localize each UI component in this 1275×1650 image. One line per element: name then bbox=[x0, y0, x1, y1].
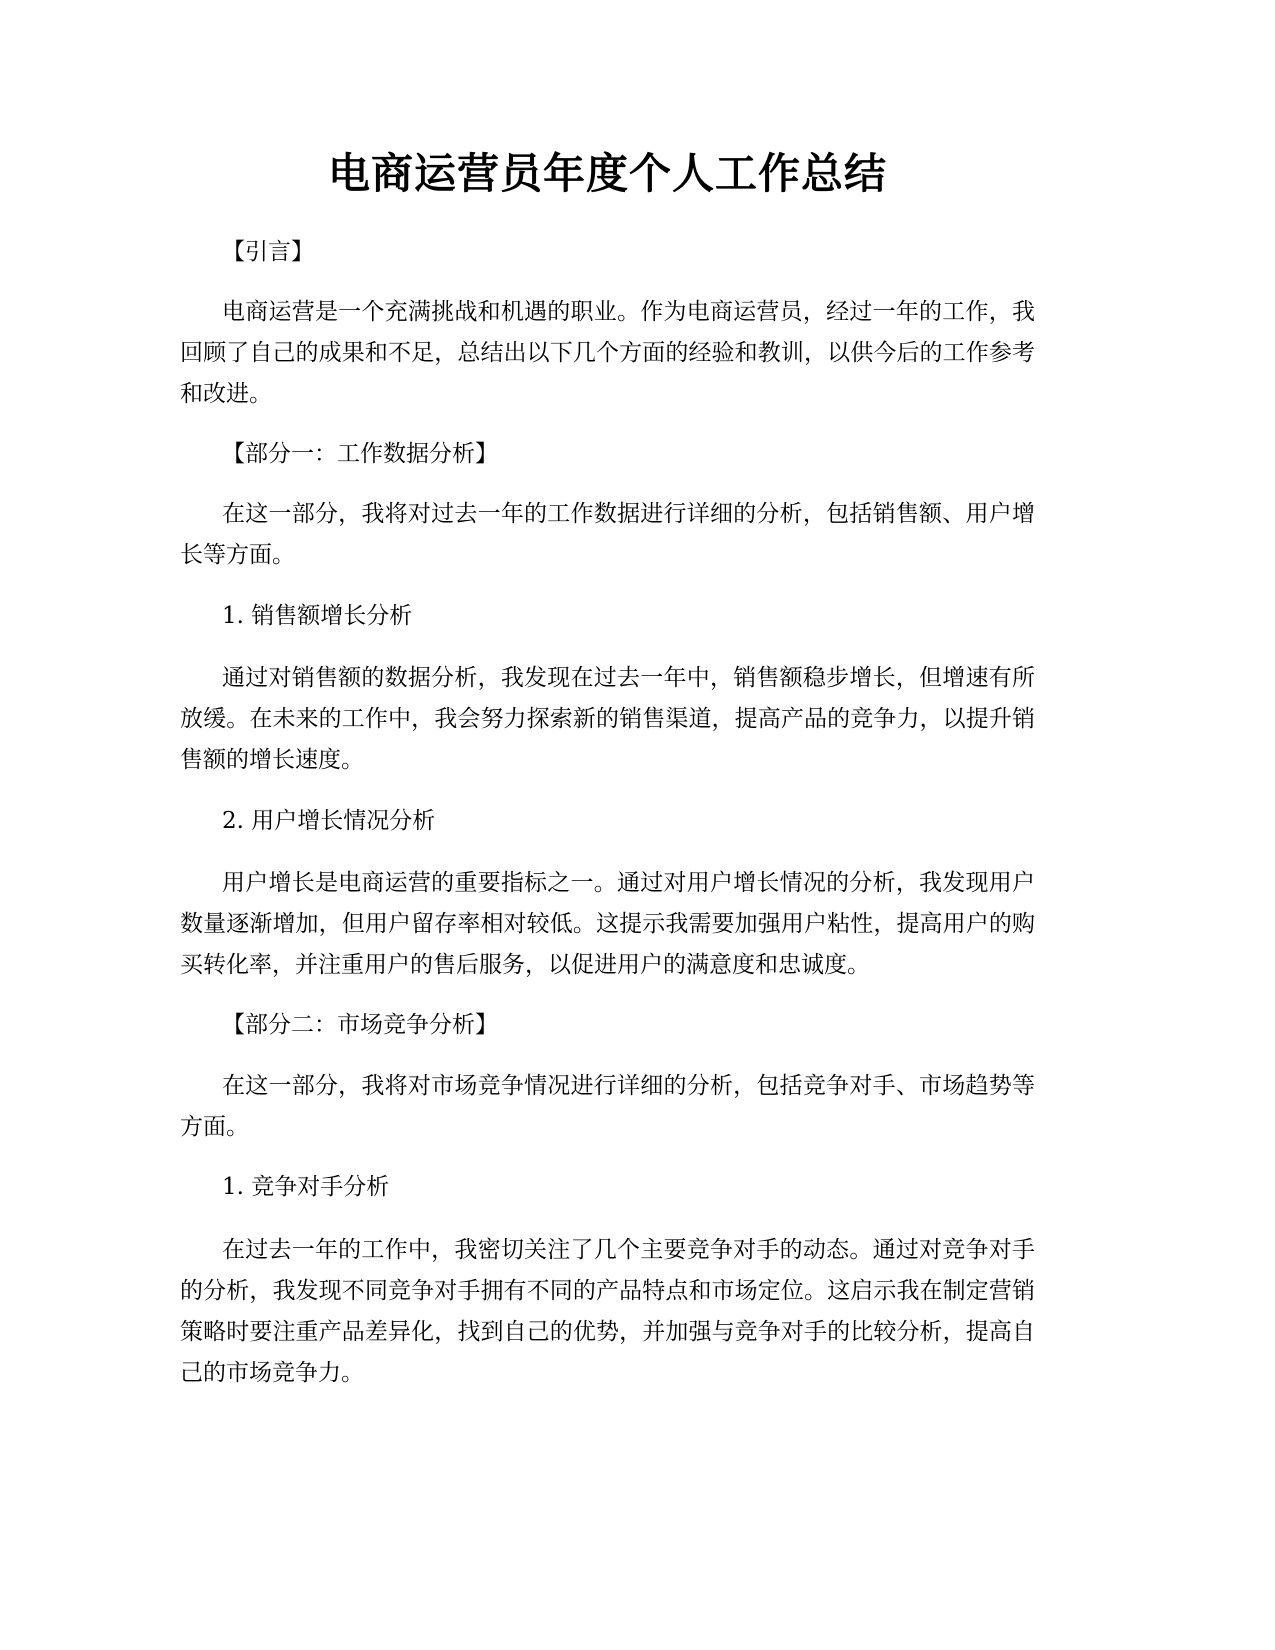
section-heading-part-one: 【部分一：工作数据分析】 bbox=[222, 441, 498, 467]
paragraph-part-two-overview: 在这一部分，我将对市场竞争情况进行详细的分析，包括竞争对手、市场趋势等方面。 bbox=[180, 1073, 1035, 1140]
paragraph-sales-growth: 通过对销售额的数据分析，我发现在过去一年中，销售额稳步增长，但增速有所放缓。在未来的工作中，我会努力探索新的销售渠道，提高产品的竞争力，以提升销售额的增长速度。 bbox=[180, 665, 1035, 773]
paragraph-competitor-analysis: 在过去一年的工作中，我密切关注了几个主要竞争对手的动态。通过对竞争对手的分析，我发现不同竞争对手拥有不同的产品特点和市场定位。这启示我在制定营销策略时要注重产品差异化，找到自己的优势，并加强与竞争对手的比较分析，提高自己的市场竞争力。 bbox=[180, 1237, 1035, 1386]
document-title: 电商运营员年度个人工作总结 bbox=[327, 149, 887, 198]
paragraph-intro: 电商运营是一个充满挑战和机遇的职业。作为电商运营员，经过一年的工作，我回顾了自己的成果和不足，总结出以下几个方面的经验和教训，以供今后的工作参考和改进。 bbox=[180, 299, 1035, 407]
subheading-user-growth: 2. 用户增长情况分析 bbox=[222, 808, 436, 834]
section-heading-part-two: 【部分二：市场竞争分析】 bbox=[222, 1012, 498, 1038]
subheading-competitor-analysis: 1. 竞争对手分析 bbox=[222, 1174, 390, 1200]
subheading-sales-growth: 1. 销售额增长分析 bbox=[222, 603, 413, 629]
section-heading-intro: 【引言】 bbox=[222, 239, 314, 265]
paragraph-part-one-overview: 在这一部分，我将对过去一年的工作数据进行详细的分析，包括销售额、用户增长等方面。 bbox=[180, 501, 1035, 568]
document-page bbox=[180, 0, 1035, 1650]
paragraph-user-growth: 用户增长是电商运营的重要指标之一。通过对用户增长情况的分析，我发现用户数量逐渐增加，但用户留存率相对较低。这提示我需要加强用户粘性，提高用户的购买转化率，并注重用户的售后服务，以促进用户的满意度和忠诚度。 bbox=[180, 870, 1035, 978]
